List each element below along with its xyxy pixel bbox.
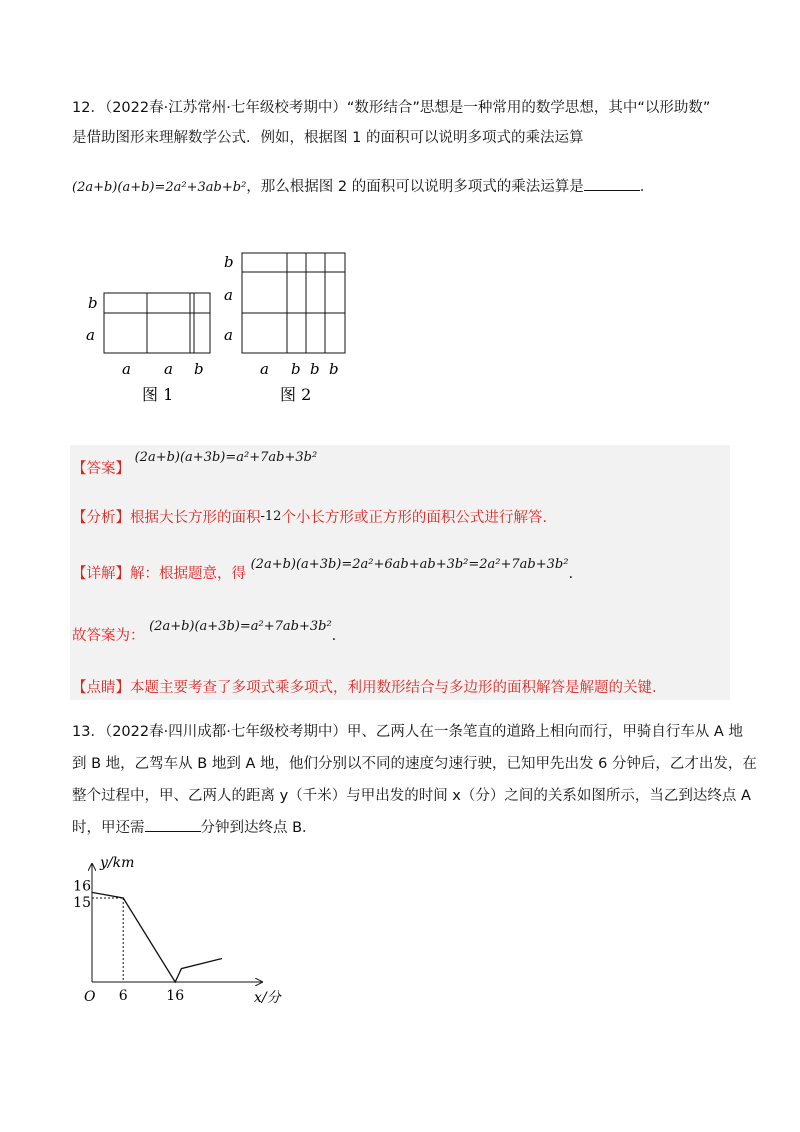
detail-end: . bbox=[568, 566, 574, 582]
fig1-bottom-label-a2: a bbox=[164, 360, 173, 378]
final-formula: (2a+b)(a+3b)=a²+7ab+3b² bbox=[149, 619, 332, 634]
analysis-text-pre: 根据大长方形的面积 bbox=[130, 510, 261, 526]
y-axis-label: y/km bbox=[100, 855, 135, 871]
q12-line1: 12．（2022春·江苏常州·七年级校考期中）“数形结合”思想是一种常用的数学思想，其中“以形助数” bbox=[72, 100, 711, 116]
final-end: . bbox=[331, 628, 337, 644]
comment-text: 本题主要考查了多项式乘多项式，利用数形结合与多边形的面积解答是解题的关键. bbox=[130, 680, 657, 696]
fig2-bottom-label-a: a bbox=[260, 360, 269, 378]
fig1-bottom-label-b: b bbox=[194, 360, 204, 378]
q12-formula-line bbox=[72, 176, 654, 198]
fig1-left-label-b: b bbox=[88, 294, 98, 312]
final-text: 故答案为： bbox=[72, 628, 145, 644]
analysis-number: -12 bbox=[260, 509, 282, 524]
fig2-left-label-b: b bbox=[224, 253, 234, 271]
detail-formula: (2a+b)(a+3b)=2a²+6ab+ab+3b²=2a²+7ab+3b² bbox=[250, 557, 569, 572]
comment-row bbox=[72, 678, 657, 698]
fig2-left-label-a2: a bbox=[224, 326, 233, 344]
q12-line3: ，那么根据图 2 的面积可以说明多项式的乘法运算是 bbox=[246, 179, 584, 195]
x-axis-label: x/分 bbox=[254, 990, 281, 1006]
fig2-caption: 图 2 bbox=[280, 385, 312, 404]
q12-answer-blank[interactable] bbox=[584, 176, 640, 191]
q12-line3-end: ． bbox=[639, 179, 655, 195]
comment-label: 【点睛】 bbox=[72, 680, 130, 696]
q12-line2: 是借助图形来理解数学公式．例如，根据图 1 的面积可以说明多项式的乘法运算 bbox=[72, 130, 584, 146]
figure-1 bbox=[80, 280, 220, 410]
analysis-text-post: 个小长方形或正方形的面积公式进行解答. bbox=[281, 510, 548, 526]
x-tick-16: 16 bbox=[166, 988, 185, 1004]
answer-row bbox=[72, 447, 318, 477]
detail-row bbox=[72, 554, 574, 582]
analysis-label: 【分析】 bbox=[72, 510, 130, 526]
answer-label: 【答案】 bbox=[72, 461, 130, 477]
y-tick-16: 16 bbox=[73, 878, 91, 895]
fig2-bottom-label-b2: b bbox=[310, 360, 320, 378]
y-tick-15: 15 bbox=[73, 895, 91, 911]
q13-line4 bbox=[72, 817, 317, 838]
fig2-left-label-a1: a bbox=[224, 286, 233, 304]
fig1-left-label-a: a bbox=[86, 326, 95, 344]
detail-text: 解：根据题意，得 bbox=[130, 566, 246, 582]
q13-line4-pre: 时，甲还需 bbox=[72, 820, 145, 836]
q13-line2: 到 B 地，乙驾车从 B 地到 A 地，他们分别以不同的速度匀速行驶，已知甲先出发 6 分钟后，乙才出发，在 bbox=[72, 756, 757, 772]
q13-line1: 13．（2022春·四川成都·七年级校考期中）甲、乙两人在一条笔直的道路上相向而行，甲骑自行车从 A 地 bbox=[72, 724, 743, 740]
fig2-bottom-label-b3: b bbox=[329, 360, 339, 378]
fig1-bottom-label-a1: a bbox=[122, 360, 131, 378]
final-row bbox=[72, 616, 337, 644]
q13-line3: 整个过程中，甲、乙两人的距离 y（千米）与甲出发的时间 x（分）之间的关系如图所示，当乙到达终点 A bbox=[72, 788, 751, 804]
analysis-row bbox=[72, 508, 547, 529]
origin-label: O bbox=[84, 989, 96, 1005]
q12-formula: (2a+b)(a+b)=2a²+3ab+b² bbox=[72, 180, 247, 195]
q13-line4-post: 分钟到达终点 B． bbox=[200, 820, 317, 836]
x-tick-6: 6 bbox=[118, 988, 128, 1004]
answer-formula: (2a+b)(a+3b)=a²+7ab+3b² bbox=[134, 450, 318, 465]
figure-2 bbox=[220, 245, 355, 410]
fig1-caption: 图 1 bbox=[142, 385, 174, 404]
detail-label: 【详解】 bbox=[72, 566, 130, 582]
fig2-bottom-label-b1: b bbox=[291, 360, 301, 378]
distance-time-graph bbox=[70, 852, 300, 1012]
q13-answer-blank[interactable] bbox=[145, 817, 201, 832]
series-line bbox=[92, 892, 222, 982]
